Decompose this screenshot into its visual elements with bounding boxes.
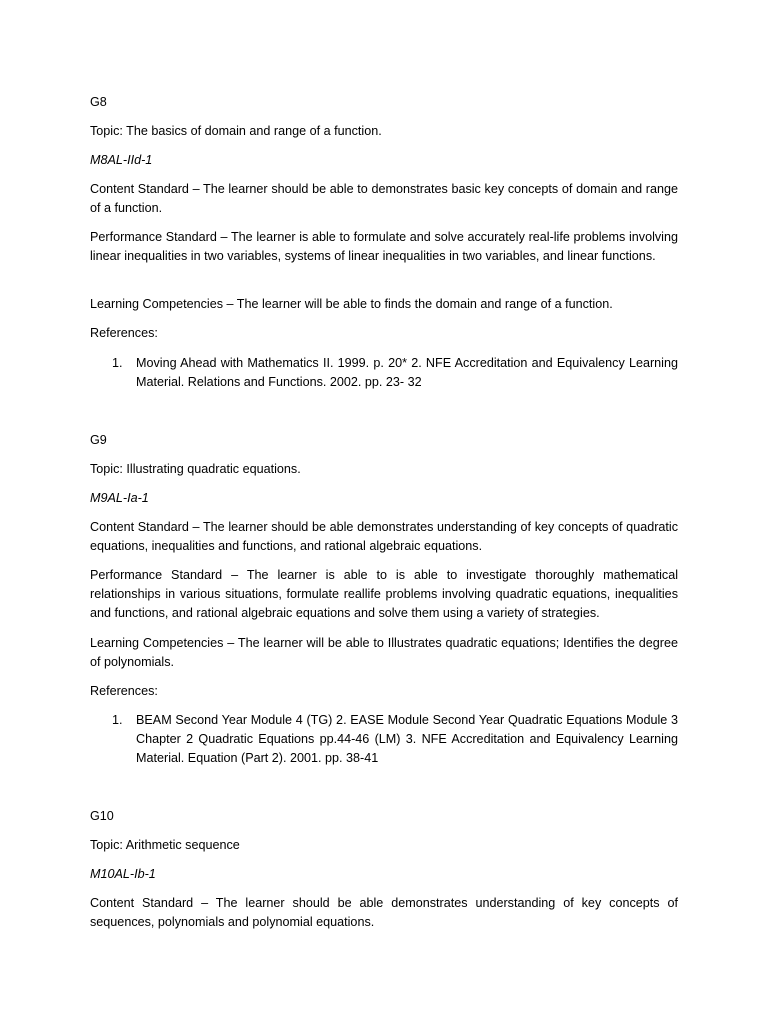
content-standard: Content Standard – The learner should be able demonstrates understanding of key concepts of quadratic equations, inequalities and functions, and rational algebraic equations. bbox=[90, 520, 678, 553]
grade-heading: G9 bbox=[90, 433, 107, 447]
grade-heading: G10 bbox=[90, 809, 114, 823]
performance-standard: Performance Standard – The learner is able to formulate and solve accurately real-life problems involving linear inequalities in two variables, systems of linear inequalities in two variables, and linear functions. bbox=[90, 230, 678, 263]
reference-text: Moving Ahead with Mathematics II. 1999. p. 20* 2. NFE Accreditation and Equivalency Learning Material. Relations and Functions. 2002. pp. 23- 32 bbox=[136, 356, 678, 389]
topic-line: Topic: The basics of domain and range of a function. bbox=[90, 124, 382, 138]
competency-code: M10AL-Ib-1 bbox=[90, 867, 156, 881]
learning-competencies: Learning Competencies – The learner will be able to Illustrates quadratic equations; Identifies the degree of polynomials. bbox=[90, 636, 678, 669]
competency-code: M9AL-Ia-1 bbox=[90, 491, 149, 505]
content-standard: Content Standard – The learner should be able to demonstrates basic key concepts of domain and range of a function. bbox=[90, 182, 678, 215]
topic-line: Topic: Illustrating quadratic equations. bbox=[90, 462, 301, 476]
references-label: References: bbox=[90, 684, 158, 698]
grade-heading: G8 bbox=[90, 95, 107, 109]
reference-text: BEAM Second Year Module 4 (TG) 2. EASE Module Second Year Quadratic Equations Module 3 Chapter 2 Quadratic Equations pp.44-46 (LM) 3. NFE Accreditation and Equivalency Learning Material. Equation (Part 2). 2001. pp. 38-41 bbox=[136, 713, 678, 765]
content-standard: Content Standard – The learner should be able demonstrates understanding of key concepts of sequences, polynomials and polynomial equations. bbox=[90, 896, 678, 929]
topic-line: Topic: Arithmetic sequence bbox=[90, 838, 240, 852]
performance-standard: Performance Standard – The learner is able to is able to investigate thoroughly mathematical relationships in various situations, formulate reallife problems involving quadratic equations, inequalities and functions, and rational algebraic equations and solve them using a variety of strategies. bbox=[90, 568, 678, 620]
competency-code: M8AL-IId-1 bbox=[90, 153, 153, 167]
reference-number: 1. bbox=[112, 356, 123, 370]
reference-number: 1. bbox=[112, 713, 123, 727]
learning-competencies: Learning Competencies – The learner will be able to finds the domain and range of a function. bbox=[90, 297, 613, 311]
references-label: References: bbox=[90, 326, 158, 340]
